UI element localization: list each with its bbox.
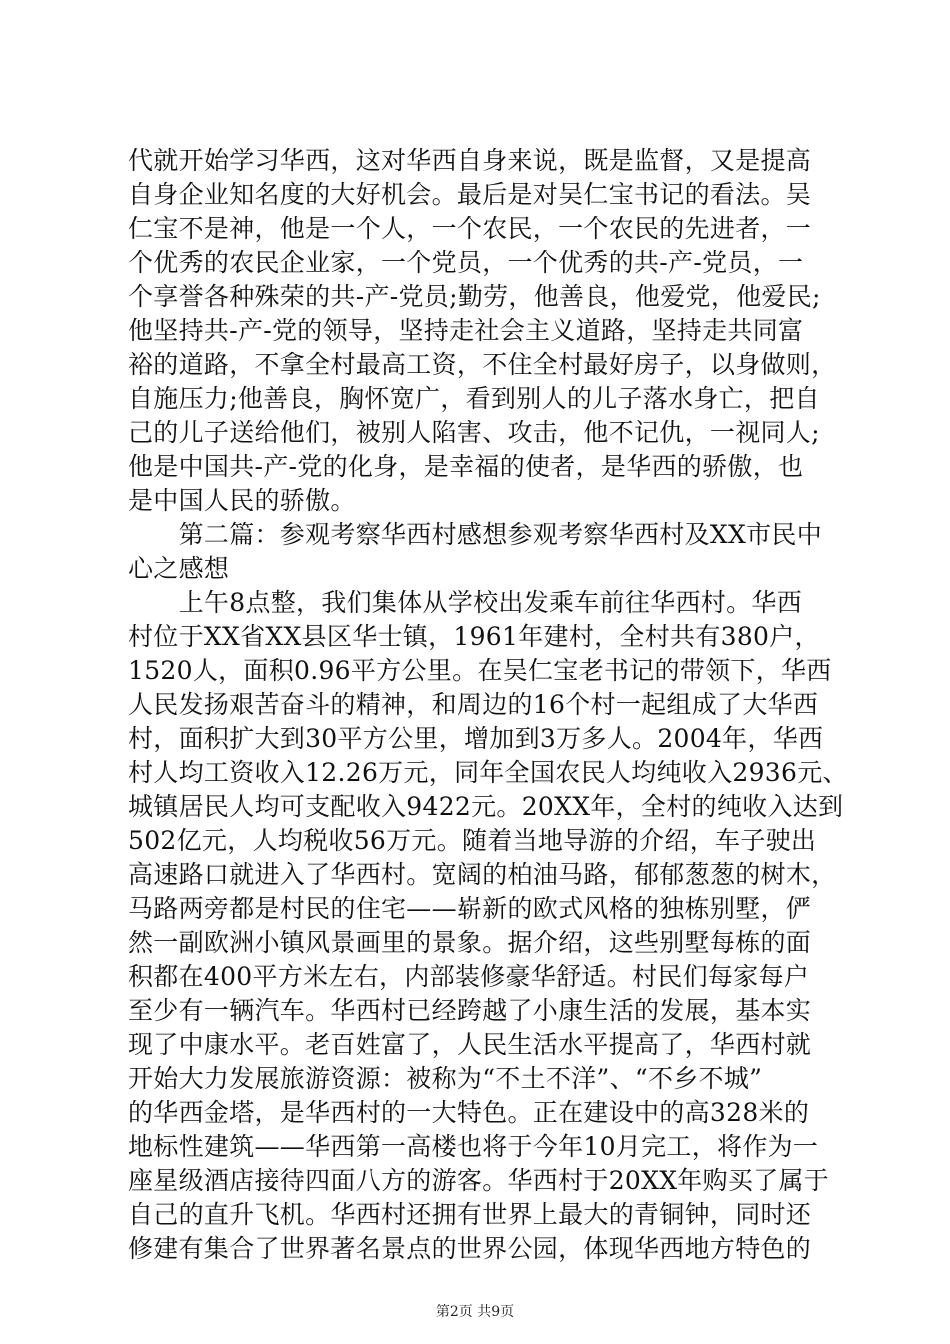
text-line: 修建有集合了世界著名景点的世界公园，体现华西地方特色的 — [128, 1234, 812, 1263]
text-line: 地标性建筑——华西第一高楼也将于今年10月完工，将作为一 — [128, 1132, 819, 1161]
text-line: 的华西金塔，是华西村的一大特色。正在建设中的高328米的 — [128, 1098, 810, 1127]
text-line: 自身企业知名度的大好机会。最后是对吴仁宝书记的看法。吴 — [128, 180, 812, 209]
text-line: 城镇居民人均可支配收入9422元。20XX年，全村的纯收入达到 — [128, 792, 844, 821]
text-line: 现了中康水平。老百姓富了，人民生活水平提高了，华西村就 — [128, 1030, 812, 1059]
text-line: 开始大力发展旅游资源：被称为“不土不洋”、“不乡不城” — [128, 1064, 763, 1093]
section-heading-line: 心之感想 — [128, 554, 230, 583]
text-line: 仁宝不是神，他是一个人，一个农民，一个农民的先进者，一 — [128, 214, 812, 243]
text-line: 村位于XX省XX县区华士镇，1961年建村，全村共有380户， — [128, 622, 820, 651]
text-line: 代就开始学习华西，这对华西自身来说，既是监督，又是提高 — [128, 146, 812, 175]
text-line: 至少有一辆汽车。华西村已经跨越了小康生活的发展，基本实 — [128, 996, 812, 1025]
text-line: 1520人，面积0.96平方公里。在吴仁宝老书记的带领下，华西 — [128, 656, 832, 685]
text-line: 他是中国共-产-党的化身，是幸福的使者，是华西的骄傲，也 — [128, 452, 804, 481]
text-line: 自施压力;他善良，胸怀宽广，看到别人的儿子落水身亡，把自 — [128, 384, 820, 413]
page-footer — [0, 1302, 950, 1322]
text-line: 村人均工资收入12.26万元，同年全国农民人均纯收入2936元、 — [128, 758, 848, 787]
text-line: 人民发扬艰苦奋斗的精神，和周边的16个村一起组成了大华西 — [128, 690, 819, 719]
text-line: 马路两旁都是村民的住宅——崭新的欧式风格的独栋别墅，俨 — [128, 894, 812, 923]
text-line: 自己的直升飞机。华西村还拥有世界上最大的青铜钟，同时还 — [128, 1200, 812, 1229]
text-line: 个优秀的农民企业家，一个党员，一个优秀的共-产-党员，一 — [128, 248, 804, 277]
text-line: 然一副欧洲小镇风景画里的景象。据介绍，这些别墅每栋的面 — [128, 928, 812, 957]
text-line: 个享誉各种殊荣的共-产-党员;勤劳，他善良，他爱党，他爱民; — [128, 282, 821, 311]
text-line: 上午8点整，我们集体从学校出发乘车前往华西村。华西 — [128, 588, 803, 617]
body-text — [128, 144, 848, 1266]
text-line: 裕的道路，不拿全村最高工资，不住全村最好房子，以身做则， — [128, 350, 837, 379]
text-line: 高速路口就进入了华西村。宽阔的柏油马路，郁郁葱葱的树木， — [128, 860, 837, 889]
text-line: 己的儿子送给他们，被别人陷害、攻击，他不记仇，一视同人; — [128, 418, 820, 447]
text-line: 502亿元，人均税收56万元。随着当地导游的介绍，车子驶出 — [128, 826, 817, 855]
text-line: 是中国人民的骄傲。 — [128, 486, 356, 515]
page-number: 第2页 共9页 — [435, 1304, 515, 1320]
section-heading-line: 第二篇：参观考察华西村感想参观考察华西村及XX市民中 — [128, 520, 822, 549]
text-line: 座星级酒店接待四面八方的游客。华西村于20XX年购买了属于 — [128, 1166, 830, 1195]
text-line: 村，面积扩大到30平方公里，增加到3万多人。2004年，华西 — [128, 724, 824, 753]
text-line: 积都在400平方米左右，内部装修豪华舒适。村民们每家每户 — [128, 962, 810, 991]
text-line: 他坚持共-产-党的领导，坚持走社会主义道路，坚持走共同富 — [128, 316, 804, 345]
